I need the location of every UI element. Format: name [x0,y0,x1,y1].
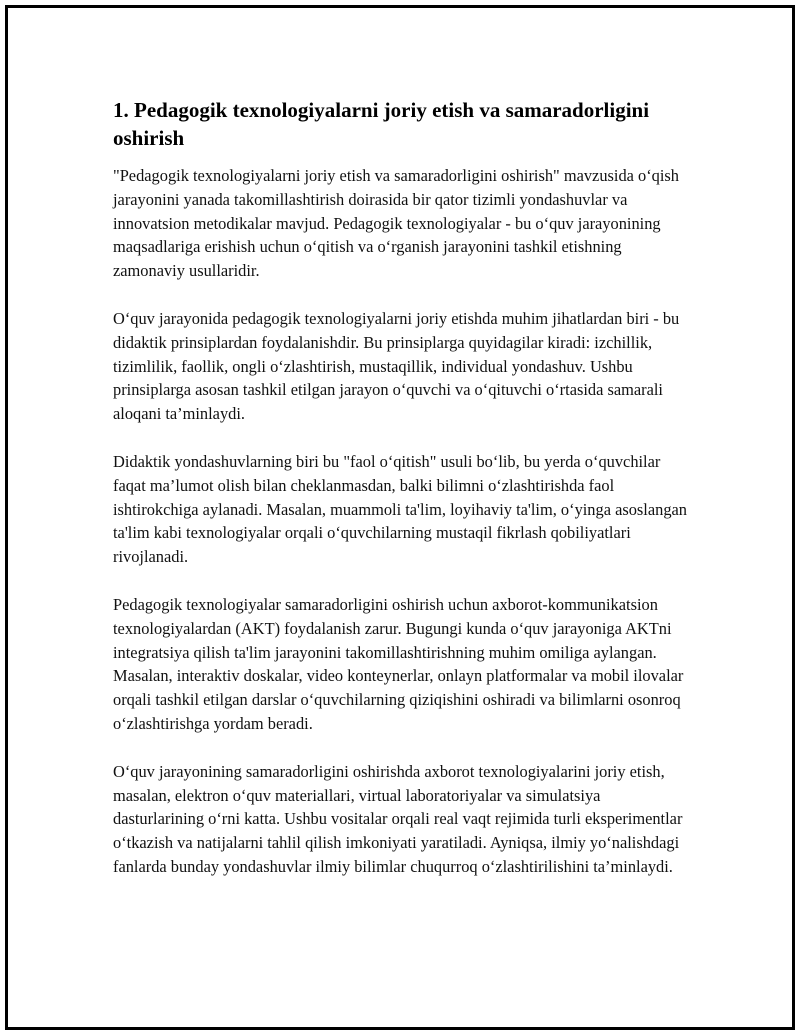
paragraph: O‘quv jarayonining samaradorligini oshirishda axborot texnologiyalarini joriy etish, masalan, elektron o‘quv materiallari, virtual laboratoriyalar va simulatsiya dasturlarining o‘rni katta. Ushbu vositalar orqali real vaqt rejimida turli eksperimentlar o‘tkazish va natijalarni tahlil qilish imkoniyati yaratiladi. Ayniqsa, ilmiy yo‘nalishdagi fanlarda bunday yondashuvlar ilmiy bilimlar chuqurroq o‘zlashtirilishini ta’minlaydi. [113,761,683,876]
paragraph: Didaktik yondashuvlarning biri bu "faol o‘qitish" usuli bo‘lib, bu yerda o‘quvchilar faqat ma’lumot olish bilan cheklanmasdan, balki bilimni o‘zlashtirishda faol ishtirokchiga aylanadi. Masalan, muammoli ta'lim, loyihaviy ta'lim, o‘yinga asoslangan ta'lim kabi texnologiyalar orqali o‘quvchilarning mustaqil fikrlash qobiliyatlari rivojlanadi. [113,451,687,567]
paragraph: "Pedagogik texnologiyalarni joriy etish va samaradorligini oshirish" mavzusida o‘qish jarayonini yanada takomillashtirish doirasida bir qator tizimli yondashuvlar va innovatsion metodikalar mavjud. Pedagogik texnologiyalar - bu o‘quv jarayonining maqsadlariga erishish uchun o‘qitish va o‘rganish jarayonini tashkil etishning zamonaviy usullaridir. [113,166,680,281]
document-body [113,96,688,903]
document-title: 1. Pedagogik texnologiyalarni joriy etish va samaradorligini oshirish [113,98,650,150]
paragraph: O‘quv jarayonida pedagogik texnologiyalarni joriy etishda muhim jihatlardan biri - bu didaktik prinsiplardan foydalanishdir. Bu prinsiplarga quyidagilar kiradi: izchillik, tizimlilik, faollik, ongli o‘zlashtirish, mustaqillik, individual yondashuv. Ushbu prinsiplarga asosan tashkil etilgan jarayon o‘quvchi va o‘qituvchi o‘rtasida samarali aloqani ta’minlaydi. [113,308,680,424]
paragraph: Pedagogik texnologiyalar samaradorligini oshirish uchun axborot-kommunikatsion texnologiyalardan (AKT) foydalanish zarur. Bugungi kunda o‘quv jarayoniga AKTni integratsiya qilish ta'lim jarayonini takomillashtirishning muhim omiliga aylangan. Masalan, interaktiv doskalar, video konteynerlar, onlayn platformalar va mobil ilovalar orqali tashkil etilgan darslar o‘quvchilarning qiziqishini oshiradi va bilimlarni osonroq o‘zlashtirishga yordam beradi. [113,594,684,733]
